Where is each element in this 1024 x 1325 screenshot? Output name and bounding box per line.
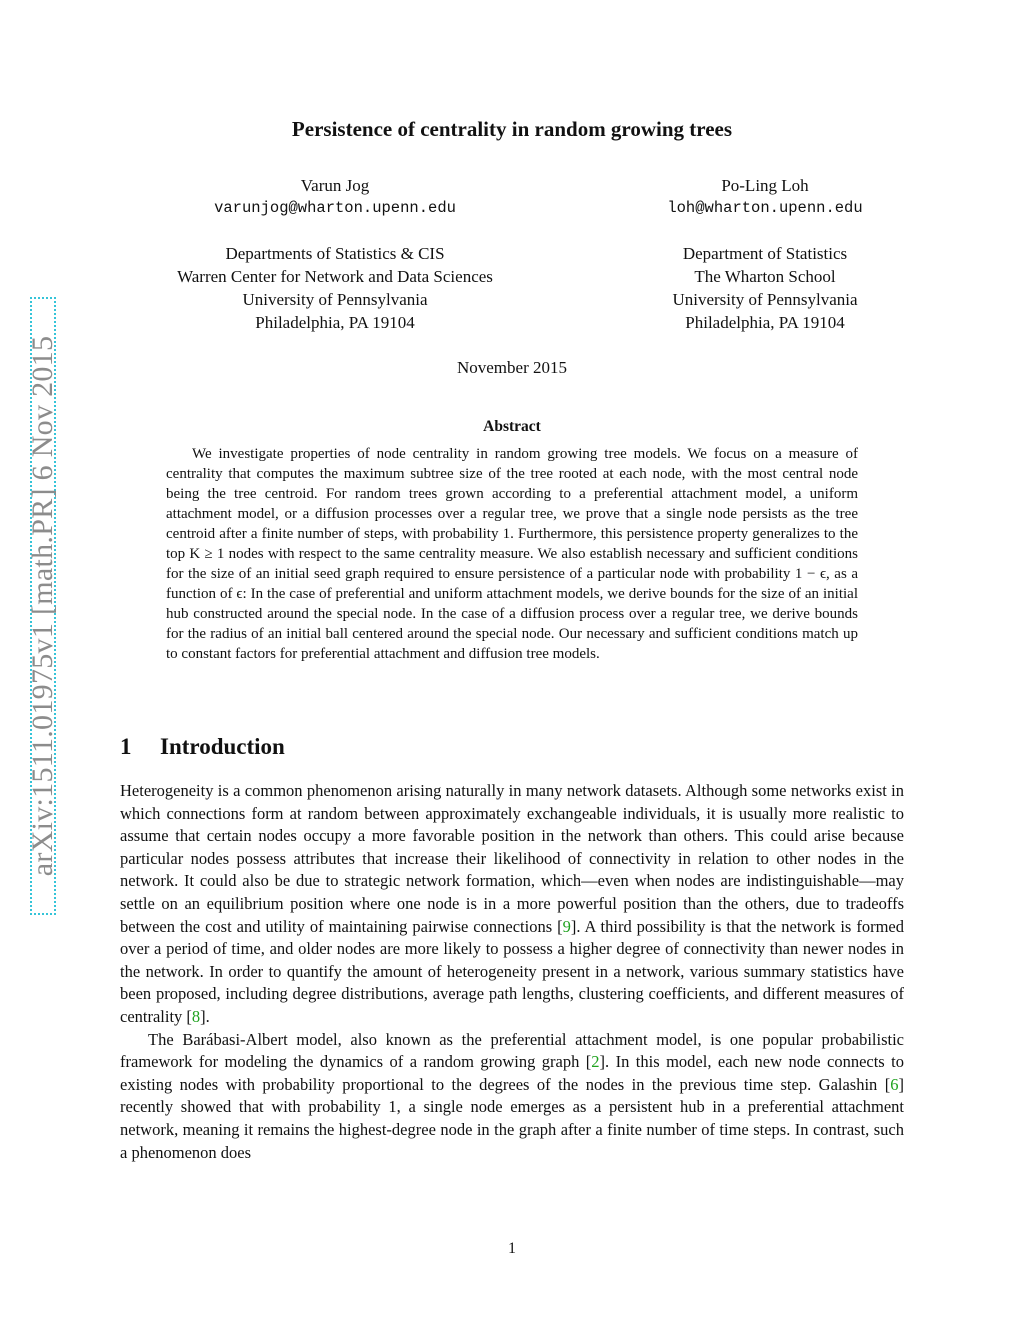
section-title: Introduction bbox=[160, 734, 285, 759]
author-email: loh@wharton.upenn.edu bbox=[667, 199, 863, 217]
affiliation-line: Department of Statistics bbox=[682, 244, 848, 263]
publication-date: November 2015 bbox=[456, 358, 567, 377]
paragraph bbox=[120, 1029, 904, 1165]
section-heading bbox=[120, 734, 285, 760]
citation-link[interactable]: 9 bbox=[562, 916, 571, 936]
body-text bbox=[120, 780, 904, 1164]
paragraph-text: Heterogeneity is a common phenomenon arising naturally in many network datasets. Although some networks exist in which connections form at random between approximately exchangeable individuals, it is usually more realistic to assume that certain nodes occupy a more favorable position in the network than others. This could arise because particular nodes possess attributes that increase their likelihood of connectivity in relation to other nodes in the network. It could also be due to strategic network formation, which—even when nodes are indistinguishable—may settle on an equilibrium position where one node is in a more powerful position than the others, due to tradeoffs between the cost and utility of maintaining pairwise connections [ bbox=[120, 781, 904, 936]
author-email: varunjog@wharton.upenn.edu bbox=[214, 199, 456, 217]
abstract-text: We investigate properties of node centrality in random growing tree models. We focus on a measure of centrality that computes the maximum subtree size of the tree rooted at each node, with the most central node being the tree centroid. For random trees grown according to a preferential attachment model, a uniform attachment model, or a diffusion processes over a regular tree, we prove that a single node persists as the tree centroid after a finite number of steps, with probability 1. Furthermore, this persistence property generalizes to the top K ≥ 1 nodes with respect to the same centrality measure. We also establish necessary and sufficient conditions for the size of an initial seed graph required to ensure persistence of a particular node with probability 1 − ϵ, as a function of ϵ: In the case of preferential and uniform attachment models, we derive bounds for the size of an initial hub constructed around the special node. In the case of a diffusion process over a regular tree, we derive bounds for the radius of an initial ball centered around the special node. Our necessary and sufficient conditions match up to constant factors for preferential attachment and diffusion tree models. bbox=[166, 446, 858, 662]
affiliation-line: University of Pennsylvania bbox=[242, 290, 428, 309]
paragraph-text: ]. bbox=[200, 1006, 210, 1026]
author-affiliation bbox=[130, 242, 540, 334]
author-name: Po-Ling Loh bbox=[721, 176, 809, 195]
paragraph-text: The Barábasi-Albert model, also known as the preferential attachment model, is one popular probabilistic framework for modeling the dynamics of a random growing graph [ bbox=[120, 1029, 904, 1072]
citation-link[interactable]: 8 bbox=[191, 1006, 201, 1026]
affiliation-line: Philadelphia, PA 19104 bbox=[255, 313, 415, 332]
author-name: Varun Jog bbox=[300, 176, 370, 195]
section-number: 1 bbox=[120, 734, 132, 759]
paragraph bbox=[120, 780, 904, 1029]
abstract-heading: Abstract bbox=[483, 418, 541, 435]
citation-link[interactable]: 2 bbox=[591, 1052, 600, 1072]
arxiv-identifier: arXiv:1511.01975v1 [math.PR] 6 Nov 2015 bbox=[26, 335, 59, 877]
affiliation-line: Departments of Statistics & CIS bbox=[225, 244, 445, 263]
arxiv-stamp bbox=[26, 297, 59, 915]
citation-link[interactable]: 6 bbox=[890, 1074, 899, 1094]
affiliation-line: The Wharton School bbox=[694, 267, 836, 286]
affiliation-line: University of Pennsylvania bbox=[672, 290, 858, 309]
paragraph-text: ] recently showed that with probability 1, a single node emerges as a persistent hub in a preferential attachment network, meaning it remains the highest-degree node in the graph after a finite number of time steps. In contrast, such a phenomenon does bbox=[120, 1074, 904, 1162]
author-block-2 bbox=[620, 174, 910, 334]
paragraph-text: ]. A third possibility is that the network is formed over a period of time, and older nodes are more likely to possess a higher degree of connectivity than newer nodes in the network. In order to quantify the amount of heterogeneity present in a network, various summary statistics have been proposed, including degree distributions, average path lengths, clustering coefficients, and different measures of centrality [ bbox=[120, 916, 904, 1026]
affiliation-line: Warren Center for Network and Data Sciences bbox=[177, 267, 493, 286]
page-number: 1 bbox=[508, 1240, 516, 1257]
paragraph-text: ]. In this model, each new node connects to existing nodes with probability proportional to the degrees of the nodes in the previous time step. Galashin [ bbox=[120, 1052, 904, 1094]
author-affiliation bbox=[620, 242, 910, 334]
author-block-1 bbox=[130, 174, 540, 334]
paper-title: Persistence of centrality in random growing trees bbox=[291, 117, 733, 141]
affiliation-line: Philadelphia, PA 19104 bbox=[685, 313, 845, 332]
